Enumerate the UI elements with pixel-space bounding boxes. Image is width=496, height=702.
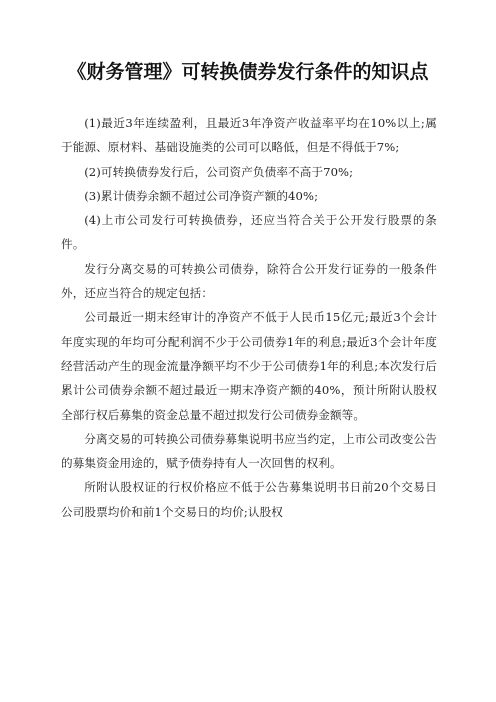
document-body <box>61 111 437 524</box>
paragraph-separate-bond-requirements: 公司最近一期末经审计的净资产不低于人民币15亿元;最近3个会计年度实现的年均可分配利润不少于公司债券1年的利息;最近3个会计年度经营活动产生的现金流量净额平均不少于公司债券1年的利息;本次发行后累计公司债券余额不超过最近一期末净资产额的40%，预计所附认股权全部行权后募集的资金总量不超过拟发行公司债券金额等。 <box>61 310 437 422</box>
paragraph-warrant-price: 所附认股权证的行权价格应不低于公告募集说明书日前20个交易日公司股票均价和前1个交易日的均价;认股权 <box>61 480 437 519</box>
paragraph-condition-1: (1)最近3年连续盈利，且最近3年净资产收益率平均在10%以上;属于能源、原材料、基础设施类的公司可以略低，但是不得低于7%; <box>61 116 437 155</box>
document-title: 《财务管理》可转换债券发行条件的知识点 <box>67 61 429 83</box>
paragraph-separate-bond-intro: 发行分离交易的可转换公司债券，除符合公开发行证券的一般条件外，还应当符合的规定包括： <box>61 261 437 301</box>
paragraph-condition-3: (3)累计债券余额不超过公司净资产额的40%; <box>84 188 319 203</box>
paragraph-resale-right: 分离交易的可转换公司债券募集说明书应当约定，上市公司改变公告的募集资金用途的，赋予债券持有人一次回售的权利。 <box>61 431 437 471</box>
paragraph-condition-4: (4)上市公司发行可转换债券，还应当符合关于公开发行股票的条件。 <box>61 213 437 252</box>
paragraph-condition-2: (2)可转换债券发行后，公司资产负债率不高于70%; <box>84 164 354 179</box>
